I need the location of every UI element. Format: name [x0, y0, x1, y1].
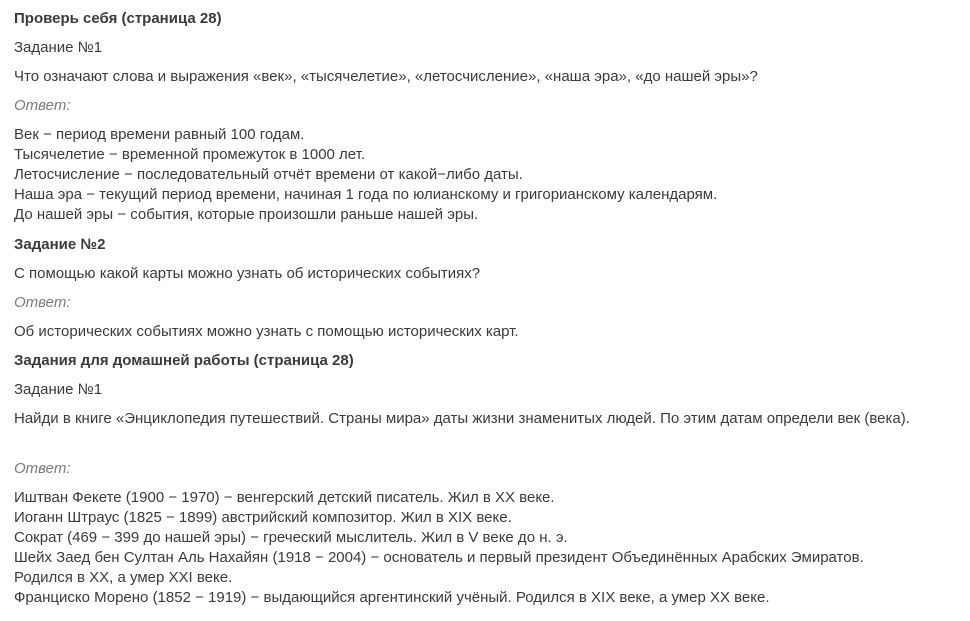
answer-label: Ответ: [14, 97, 71, 114]
answer-label: Ответ: [14, 460, 71, 477]
task-question: Найди в книге «Энциклопедия путешествий. Страны мира» даты жизни знаменитых людей. По этим датам определи век (века). [14, 410, 910, 427]
answer-line: До нашей эры − события, которые произошли раньше нашей эры. [14, 206, 479, 223]
answer-line: Об исторических событиях можно узнать с помощью исторических карт. [14, 323, 519, 340]
task-question: С помощью какой карты можно узнать об исторических событиях? [14, 265, 481, 282]
section-title-check-yourself: Проверь себя (страница 28) [14, 10, 222, 27]
answer-line: Родился в XX, а умер XXI веке. [14, 569, 233, 586]
task-label: Задание №1 [14, 381, 103, 398]
section-title-homework: Задания для домашней работы (страница 28) [14, 352, 354, 369]
task-question: Что означают слова и выражения «век», «тысячелетие», «летосчисление», «наша эра», «до нашей эры»? [14, 68, 758, 85]
answer-line: Наша эра − текущий период времени, начиная 1 года по юлианскому и григорианскому календарям. [14, 186, 718, 203]
answer-line: Иоганн Штраус (1825 − 1899) австрийский композитор. Жил в XIX веке. [14, 509, 512, 526]
answer-line: Век − период времени равный 100 годам. [14, 126, 305, 143]
answer-line: Франциско Морено (1852 − 1919) − выдающийся аргентинский учёный. Родился в XIX веке, а умер XX веке. [14, 589, 770, 606]
answer-block [14, 125, 717, 225]
answer-line: Летосчисление − последовательный отчёт времени от какой−либо даты. [14, 166, 523, 183]
answer-line: Иштван Фекете (1900 − 1970) − венгерский детский писатель. Жил в XX веке. [14, 489, 555, 506]
answer-line: Сократ (469 − 399 до нашей эры) − греческий мыслитель. Жил в V веке до н. э. [14, 529, 568, 546]
answer-label: Ответ: [14, 294, 71, 311]
answer-line: Шейх Заед бен Султан Аль Нахайян (1918 − 2004) − основатель и первый президент Объединённых Арабских Эмиратов. [14, 549, 864, 566]
answer-line: Тысячелетие − временной промежуток в 1000 лет. [14, 146, 366, 163]
answer-block [14, 488, 864, 608]
task-label-2: Задание №2 [14, 236, 106, 253]
task-label: Задание №1 [14, 39, 103, 56]
